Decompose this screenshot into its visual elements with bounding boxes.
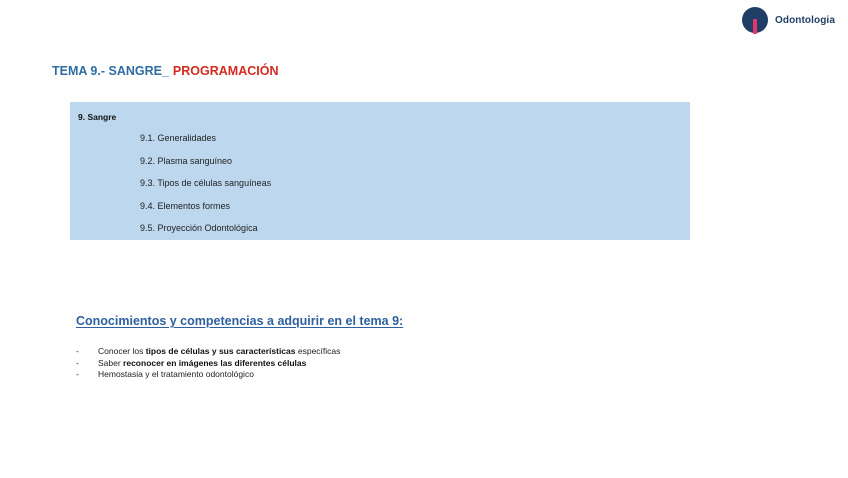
syllabus-heading: 9. Sangre (78, 112, 117, 122)
syllabus-item: 9.2. Plasma sanguíneo (140, 155, 233, 166)
list-item (76, 358, 340, 370)
list-item (76, 369, 340, 381)
brand-logo (741, 6, 835, 34)
bullet-marker: - (76, 357, 79, 368)
item-text: Conocer los (98, 346, 146, 356)
item-bold-text: tipos de células y sus características (145, 346, 296, 356)
syllabus-item: 9.1. Generalidades (140, 133, 217, 143)
item-text: específicas (295, 346, 341, 356)
syllabus-item: 9.3. Tipos de células sanguíneas (140, 178, 272, 188)
tooth-logo-icon (741, 6, 769, 34)
bullet-marker: - (76, 369, 79, 379)
syllabus-item: 9.4. Elementos formes (140, 200, 231, 211)
syllabus-item: 9.5. Proyección Odontológica (140, 223, 258, 233)
syllabus-box (70, 102, 690, 240)
title-section: PROGRAMACIÓN (172, 64, 279, 78)
competencies-heading: Conocimientos y competencias a adquirir en el tema 9: (76, 314, 404, 328)
logo-text: Odontologia (775, 14, 835, 26)
page-title (52, 64, 278, 78)
item-text: Saber (98, 357, 124, 368)
competencies-list (76, 346, 340, 381)
item-text: Hemostasia y el tratamiento odontológico (98, 369, 254, 379)
list-item (76, 346, 340, 358)
bullet-marker: - (76, 346, 79, 356)
syllabus-list (140, 133, 271, 246)
item-bold-text: reconocer en imágenes las diferentes células (123, 357, 307, 368)
title-topic: TEMA 9.- SANGRE_ (52, 64, 169, 78)
